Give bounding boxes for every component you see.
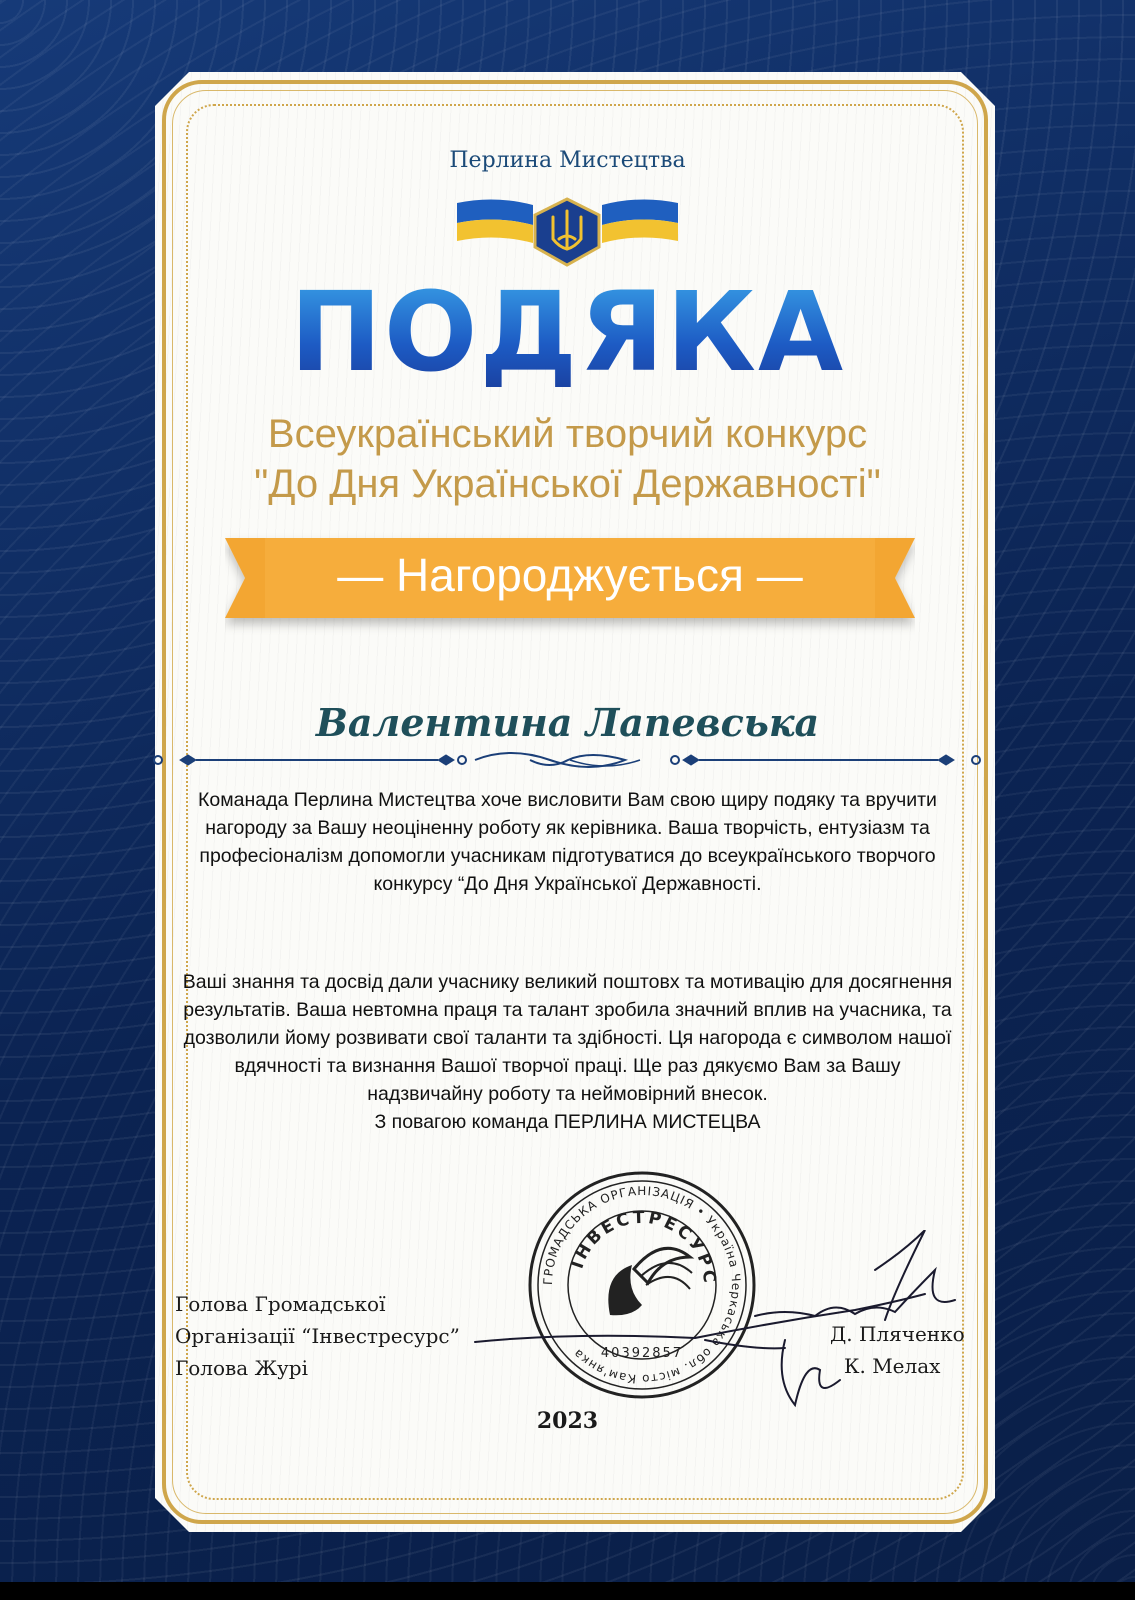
year: 2023: [536, 1408, 599, 1434]
subtitle-line-1: Всеукраїнський творчий конкурс: [267, 412, 868, 456]
body-paragraph-2-text: Ваші знання та досвід дали учаснику великий поштовх та мотивацію для досягнення результатів. Ваша невтомна праця та талант зробила значний вплив на учасника, та дозволили йому розвивати свої таланти та здібності. Ця нагорода є символом нашої вдячності та визнання Вашої творчої праці. Ще раз дякуємо Вам за Вашу надзвичайну роботу та неймовірний внесок.: [182, 971, 953, 1105]
stamp-outer-text: ГРОМАДСЬКА ОРГАНІЗАЦІЯ • Україна Черкаська обл. місто Кам'янка: [540, 1183, 744, 1387]
right-signatories: [830, 1318, 965, 1382]
body-paragraph-2: [175, 968, 960, 1136]
stamp-inner-text: ІНВЕСТРЕСУРС: [567, 1207, 720, 1287]
body-paragraph-1: Команада Перлина Мистецтва хоче висловити Вам свою щиру подяку та вручити нагороду за Вашу неоціненну роботу як керівника. Ваша творчість, ентузіазм та професіоналізм допомогли учасникам підготуватися до всеукраїнського творчого конкурсу “До Дня Української Державності.: [198, 789, 937, 895]
left-signatory-line-3: Голова Журі: [175, 1356, 309, 1380]
brand-name: Перлина Мистецтва: [449, 148, 686, 173]
subtitle-line-2: "До Дня Української Державності": [254, 462, 881, 506]
banner-text: — Нагороджується —: [337, 549, 803, 601]
closing-line: З повагою команда ПЕРЛИНА МИСТЕЦВА: [374, 1111, 761, 1133]
flag-ribbon-emblem: [455, 195, 680, 275]
award-banner: [225, 530, 915, 640]
signatory-name-2: К. Мелах: [844, 1354, 941, 1378]
certificate-title: ПОДЯКА: [0, 272, 1135, 393]
screen-bottom-bar: [0, 1582, 1135, 1600]
signatory-name-1: Д. Пляченко: [830, 1322, 965, 1346]
left-signatory-line-2: Організації “Інвестресурс”: [175, 1324, 460, 1348]
recipient-name: Валентина Лапевська: [315, 700, 820, 745]
left-signatories: [175, 1288, 460, 1384]
stamp-code: 40392857: [600, 1346, 684, 1361]
ornament-divider: [150, 742, 985, 782]
left-signatory-line-1: Голова Громадської: [175, 1292, 386, 1316]
